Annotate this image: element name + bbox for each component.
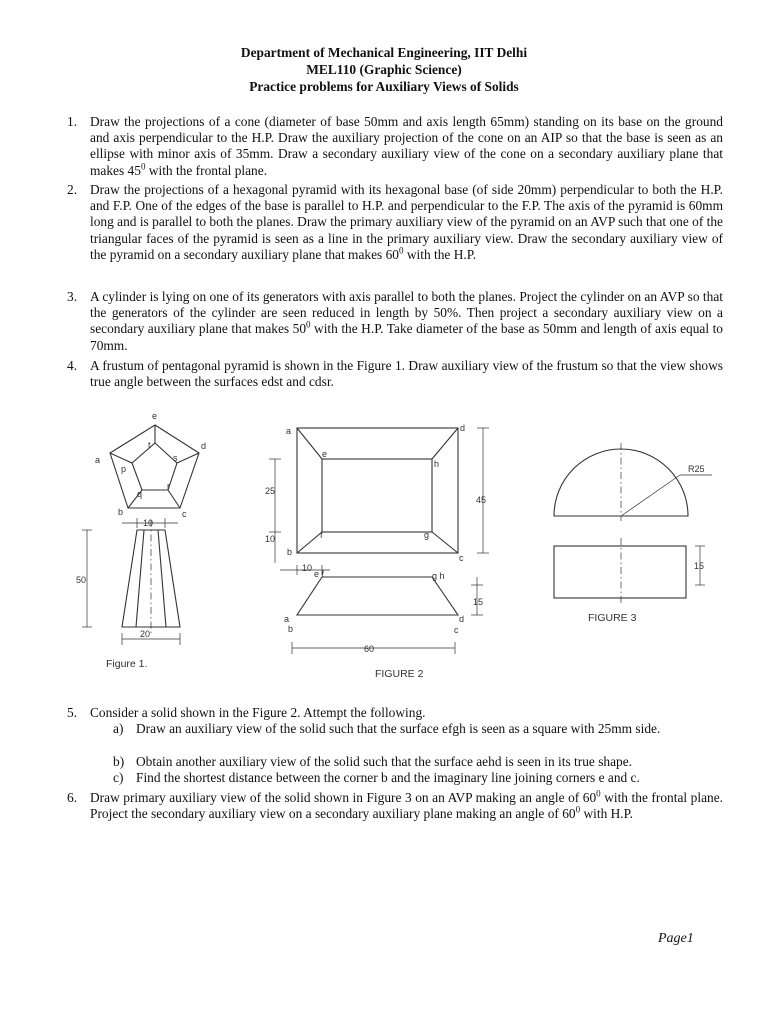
problem-6 (67, 790, 723, 822)
problem-text: Draw primary auxiliary view of the solid shown in Figure 3 on an AVP making an angle of 60 (90, 790, 597, 805)
subitem-b (113, 754, 723, 770)
front-edge-left (136, 530, 144, 627)
dim-10: 10 (143, 518, 154, 528)
problem-3 (67, 289, 723, 354)
problem-text: Draw the projections of a cone (diameter of base 50mm and axis length 65mm) standing on its base on the ground and axis perpendicular to the H.P. Draw the auxiliary projection of the cone on an AIP so that the base is seen as an ellipse with minor axis of 35mm. Draw a secondary auxiliary view of the cone on a secondary auxiliary plane that makes 45 (90, 114, 723, 178)
label-d: d (201, 441, 207, 451)
dim-25: 25 (265, 486, 276, 496)
edge-bf (297, 532, 322, 553)
problem-text-end: with H.P. (580, 806, 633, 822)
label-c: c (182, 509, 187, 519)
subitem-number: a) (113, 721, 124, 736)
dim-r25: R25 (688, 464, 705, 474)
label-e: e (152, 411, 158, 421)
dim-15: 15 (694, 561, 705, 571)
problem-text-end: with the H.P. (403, 246, 477, 262)
problem-text-end: with the H.P. Take diameter of the base as 50mm and length of axis equal to 70mm. (90, 321, 723, 353)
subitem-c (113, 770, 723, 786)
superscript: 0 (399, 245, 404, 256)
dim-15: 15 (473, 597, 484, 607)
problem-number: 3. (67, 289, 78, 304)
page-number: Page1 (658, 931, 694, 946)
problem-2 (67, 182, 723, 263)
edge-ae (297, 428, 322, 459)
subitem-text: Obtain another auxiliary view of the solid such that the surface aehd is seen in its true shape. (136, 754, 633, 769)
label-front-c: c (454, 625, 459, 635)
edge-cr (168, 490, 180, 508)
label-a: a (95, 455, 101, 465)
dim-45: 45 (476, 495, 487, 505)
subitem-text: Draw an auxiliary view of the solid such that the surface efgh is seen as a square with 25mm side. (136, 721, 661, 736)
label-h: h (434, 459, 440, 469)
edge-cg (432, 532, 458, 553)
subitem-text: Find the shortest distance between the corner b and the imaginary line joining corners e and c. (136, 770, 640, 785)
problem-4 (67, 358, 723, 390)
problem-1 (67, 114, 723, 179)
top-view-inner (322, 459, 432, 532)
label-c: c (459, 553, 464, 563)
label-front-b: b (288, 624, 294, 634)
problem-number: 5. (67, 705, 78, 720)
label-front-a: a (284, 614, 290, 624)
problem-number: 6. (67, 790, 78, 805)
radius-line (621, 475, 680, 516)
subitem-number: b) (113, 754, 125, 769)
department-title: Department of Mechanical Engineering, IIT Delhi (240, 45, 528, 60)
label-e: e (322, 449, 328, 459)
label-a: a (286, 426, 292, 436)
document-title: Practice problems for Auxiliary Views of Solids (249, 79, 519, 94)
figure-3-caption: FIGURE 3 (588, 612, 637, 624)
dim-20: 20 (140, 629, 151, 639)
problem-5 (67, 705, 723, 721)
inner-pentagon (132, 443, 177, 490)
problem-text: Consider a solid shown in the Figure 2. Attempt the following. (90, 705, 426, 720)
label-ef: e f (314, 569, 325, 579)
label-g: g (424, 530, 430, 540)
label-q: q (137, 489, 143, 499)
front-view-rect (554, 546, 686, 598)
dim-10-vertical: 10 (265, 534, 276, 544)
course-title: MEL110 (Graphic Science) (306, 62, 462, 77)
label-front-d: d (459, 614, 465, 624)
subitem-a (113, 721, 723, 737)
edge-dh (432, 428, 458, 459)
label-b: b (118, 507, 124, 517)
figure-2-caption: FIGURE 2 (375, 668, 424, 680)
problem-text: Draw the projections of a hexagonal pyramid with its hexagonal base (of side 20mm) perpendicular to both the H.P. and F.P. One of the edges of the base is parallel to H.P. and perpendicular to the F.P. The axis of the pyramid is 60mm long and is parallel to both the planes. Draw the primary auxiliary view of the pyramid on an AVP such that one of the triangular faces of the pyramid is seen as a line in the primary auxiliary view. Draw the secondary auxiliary view of the pyramid on a secondary auxiliary plane that makes 60 (90, 182, 723, 262)
problem-text: A frustum of pentagonal pyramid is shown in the Figure 1. Draw auxiliary view of the frustum so that the view shows true angle between the surfaces edst and cdsr. (90, 358, 723, 390)
label-f: f (320, 530, 323, 540)
superscript: 0 (306, 319, 311, 330)
superscript: 0 (140, 161, 146, 172)
problem-text-mid: with the frontal plane. Project the secondary auxiliary view on a secondary auxiliary plane making an angle of 60 (90, 790, 723, 822)
problem-number: 2. (67, 182, 78, 197)
figures-area (0, 405, 768, 705)
dim-10-horizontal: 10 (302, 563, 313, 573)
subitem-number: c) (113, 770, 124, 785)
problem-text-end: with the frontal plane. (145, 162, 268, 178)
figure-3 (554, 443, 712, 624)
label-b: b (287, 547, 293, 557)
label-gh: g h (432, 571, 445, 581)
problem-number: 4. (67, 358, 78, 373)
front-view-block (297, 577, 458, 615)
problem-number: 1. (67, 114, 78, 129)
label-p: p (121, 464, 127, 474)
figure-1-caption: Figure 1. (106, 658, 148, 670)
label-d: d (460, 423, 466, 433)
problem-text: A cylinder is lying on one of its generators with axis parallel to both the planes. Project the cylinder on an AVP so that the generators of the cylinder are seen reduced in length by 50%. Then project a secondary auxiliary view on a secondary auxiliary plane that makes 50 (90, 289, 723, 337)
figure-2 (265, 423, 489, 680)
label-s: s (173, 453, 178, 463)
dim-60: 60 (364, 644, 375, 654)
superscript: 0 (596, 788, 601, 799)
figure-1 (76, 411, 206, 670)
dim-50: 50 (76, 575, 87, 585)
label-t: t (148, 440, 151, 450)
front-edge-right (158, 530, 166, 627)
label-r: r (167, 481, 170, 491)
superscript: 0 (575, 804, 581, 815)
